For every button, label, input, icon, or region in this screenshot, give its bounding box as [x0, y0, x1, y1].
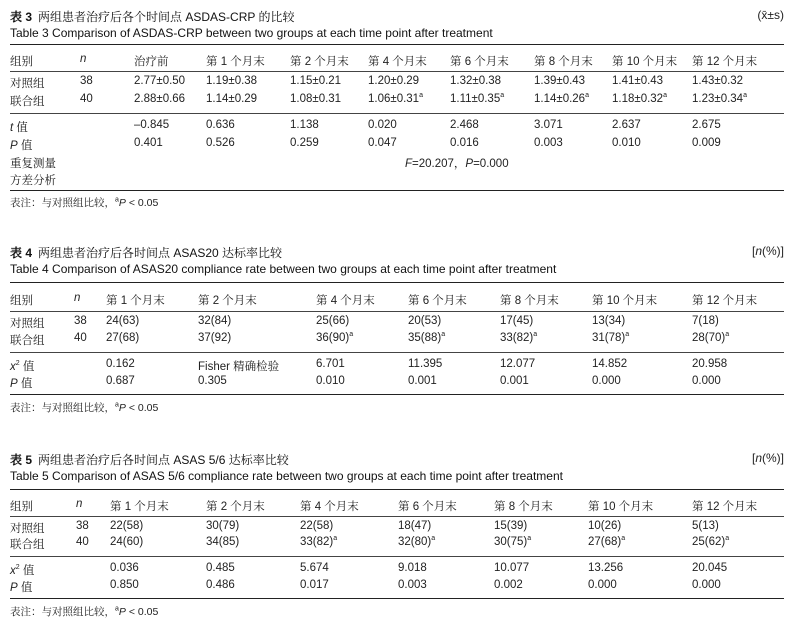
cell-m12: 1.23±0.34$^a$ [692, 92, 747, 105]
table-3-bottom-rule [10, 190, 784, 191]
sig-marker: a [621, 535, 626, 543]
table-5-group-rule [10, 556, 784, 557]
table-4-caption-cn: 表 4 两组患者治疗后各时间点 ASAS20 达标率比较 [10, 246, 283, 260]
cell-m2: 1.138 [290, 119, 319, 131]
cell-m6: 20(53) [408, 315, 442, 327]
table-row [10, 93, 784, 109]
cell-m4: 1.20±0.29 [368, 75, 420, 87]
cell-m1: 0.162 [106, 358, 135, 370]
col-m6: 第 6 个月末 [450, 56, 509, 68]
cell-m2: 1.15±0.21 [290, 75, 342, 87]
cell-m1: 0.636 [206, 119, 235, 131]
sig-marker: a [725, 331, 730, 339]
cell-m2: 0.485 [206, 562, 235, 574]
cell-m8: 17(45) [500, 315, 534, 327]
sig-marker: a [625, 331, 630, 339]
cell-m10: 0.010 [612, 137, 641, 149]
col-m10: 第 10 个月末 [612, 56, 678, 68]
cell-m4: $36(90)^a$ [316, 331, 354, 344]
stat-label: P 值 [10, 582, 33, 594]
cell-n: 40 [80, 93, 93, 105]
table-3-group-rule [10, 113, 784, 114]
sig-marker: a [431, 535, 436, 543]
table-5-bottom-rule [10, 598, 784, 599]
table-3-note: 表注：与对照组比较，$^a$P < 0.05 [10, 196, 159, 209]
cell-m1: 0.850 [110, 579, 139, 591]
stat-label: P 值 [10, 140, 33, 152]
cell-m10: 0.000 [588, 579, 617, 591]
col-m1: 第 1 个月末 [106, 295, 165, 307]
cell-m10: $27(68)^a$ [588, 535, 626, 548]
cell-m6: 1.11±0.35$^a$ [450, 92, 505, 105]
col-m4: 第 4 个月末 [300, 501, 359, 513]
stat-label: $x^2$ 值 [10, 564, 35, 577]
cell-baseline: –0.845 [134, 119, 170, 131]
cell-m8: 1.39±0.43 [534, 75, 586, 87]
col-m2: 第 2 个月末 [290, 56, 349, 68]
cell-n: 40 [76, 536, 89, 548]
cell-m4: 0.047 [368, 137, 397, 149]
cell-m6: 1.32±0.38 [450, 75, 502, 87]
col-group: 组别 [10, 295, 33, 307]
sig-marker: a [585, 92, 589, 100]
cell-m2: Fisher 精确检验 [198, 361, 280, 373]
cell-m1: 22(58) [110, 520, 144, 532]
cell-m2: 0.259 [290, 137, 319, 149]
cell-m1: 0.526 [206, 137, 235, 149]
stat-label: $x^2$ 值 [10, 360, 35, 373]
table-3-header-rule [10, 71, 784, 72]
table-5-header-row [10, 498, 784, 514]
cell-group: 对照组 [10, 523, 45, 535]
cell-m12: 0.009 [692, 137, 721, 149]
table-5-note: 表注：与对照组比较，$^a$P < 0.05 [10, 605, 159, 618]
cell-group: 联合组 [10, 539, 45, 551]
cell-m10: 10(26) [588, 520, 622, 532]
table-3-caption-cn: 表 3 两组患者治疗后各个时间点 ASDAS-CRP 的比较 [10, 10, 295, 24]
cell-m2: 34(85) [206, 536, 240, 548]
sig-marker: a [743, 92, 747, 100]
table-5 [10, 447, 784, 627]
anova-label-2: 方差分析 [10, 175, 56, 187]
cell-m10: 2.637 [612, 119, 641, 131]
table-4-group-rule [10, 352, 784, 353]
col-n: n [76, 498, 83, 510]
cell-m10: 13(34) [592, 315, 626, 327]
col-m2: 第 2 个月末 [198, 295, 257, 307]
cell-m10: 1.18±0.32$^a$ [612, 92, 667, 105]
table-4-unit: [n(%)] [751, 244, 784, 258]
table-5-unit: [n(%)] [751, 451, 784, 465]
cell-m12: 7(18) [692, 315, 719, 327]
cell-m2: 30(79) [206, 520, 240, 532]
cell-m4: 5.674 [300, 562, 329, 574]
table-row [10, 579, 784, 595]
col-m4: 第 4 个月末 [368, 56, 427, 68]
table-row [10, 562, 784, 578]
cell-m8: 3.071 [534, 119, 563, 131]
cell-m4: 25(66) [316, 315, 350, 327]
cell-baseline: 0.401 [134, 137, 163, 149]
cell-m12: 0.000 [692, 579, 721, 591]
table-row [10, 172, 784, 188]
cell-m4: 0.017 [300, 579, 329, 591]
cell-m8: $33(82)^a$ [500, 331, 538, 344]
col-n: n [74, 292, 81, 304]
table-row [10, 75, 784, 91]
cell-m10: 14.852 [592, 358, 628, 370]
cell-m1: 1.19±0.38 [206, 75, 258, 87]
table-row [10, 332, 784, 348]
table-4-caption-en: Table 4 Comparison of ASAS20 compliance rate between two groups at each time point after treatment [10, 262, 557, 276]
cell-m12: $28(70)^a$ [692, 331, 730, 344]
cell-m4: 0.010 [316, 375, 345, 387]
cell-group: 对照组 [10, 78, 45, 90]
col-m2: 第 2 个月末 [206, 501, 265, 513]
table-4-top-rule [10, 282, 784, 283]
table-row [10, 536, 784, 552]
sig-marker: a [533, 331, 538, 339]
cell-m1: 27(68) [106, 332, 140, 344]
table-4-note: 表注：与对照组比较，$^a$P < 0.05 [10, 401, 159, 414]
table-row [10, 315, 784, 331]
cell-m6: 9.018 [398, 562, 427, 574]
cell-m8: 0.001 [500, 375, 529, 387]
col-m10: 第 10 个月末 [592, 295, 658, 307]
cell-m6: 2.468 [450, 119, 479, 131]
cell-m1: 24(60) [110, 536, 144, 548]
sig-marker: a [527, 535, 532, 543]
cell-m2: 0.486 [206, 579, 235, 591]
cell-m4: 0.020 [368, 119, 397, 131]
stat-label: t 值 [10, 122, 28, 134]
cell-m8: 15(39) [494, 520, 528, 532]
cell-m2: 32(84) [198, 315, 232, 327]
cell-m4: 1.06±0.31$^a$ [368, 92, 423, 105]
col-m12: 第 12 个月末 [692, 295, 758, 307]
table-3-caption-en: Table 3 Comparison of ASDAS-CRP between two groups at each time point after treatment [10, 26, 493, 40]
cell-m2: 0.305 [198, 375, 227, 387]
cell-m10: $31(78)^a$ [592, 331, 630, 344]
sig-marker: a [333, 535, 338, 543]
cell-m12: 1.43±0.32 [692, 75, 744, 87]
table-4-bottom-rule [10, 394, 784, 395]
cell-m10: 0.000 [592, 375, 621, 387]
col-m6: 第 6 个月末 [408, 295, 467, 307]
table-row [10, 375, 784, 391]
cell-m8: 12.077 [500, 358, 536, 370]
col-n: n [80, 53, 87, 65]
sig-marker: a [349, 331, 354, 339]
cell-m10: 1.41±0.43 [612, 75, 664, 87]
cell-n: 38 [76, 520, 89, 532]
col-group: 组别 [10, 501, 33, 513]
col-group: 组别 [10, 56, 33, 68]
cell-n: 38 [80, 75, 93, 87]
cell-m12: 5(13) [692, 520, 719, 532]
table-5-caption-cn: 表 5 两组患者治疗后各时间点 ASAS 5/6 达标率比较 [10, 453, 289, 467]
cell-baseline: 2.77±0.50 [134, 75, 186, 87]
col-m8: 第 8 个月末 [500, 295, 559, 307]
cell-m6: $32(80)^a$ [398, 535, 436, 548]
cell-m1: 24(63) [106, 315, 140, 327]
cell-m12: 20.045 [692, 562, 728, 574]
cell-m8: 0.003 [534, 137, 563, 149]
col-m4: 第 4 个月末 [316, 295, 375, 307]
cell-m12: $25(62)^a$ [692, 535, 730, 548]
sig-marker: a [419, 92, 423, 100]
col-m10: 第 10 个月末 [588, 501, 654, 513]
col-m8: 第 8 个月末 [494, 501, 553, 513]
cell-m2: 37(92) [198, 332, 232, 344]
table-4-header-rule [10, 311, 784, 312]
cell-m6: 0.001 [408, 375, 437, 387]
stat-label: P 值 [10, 378, 33, 390]
cell-m1: 0.687 [106, 375, 135, 387]
col-m1: 第 1 个月末 [110, 501, 169, 513]
sig-marker: a [663, 92, 667, 100]
table-row [10, 137, 784, 153]
cell-m8: 1.14±0.26$^a$ [534, 92, 589, 105]
sig-marker: a [500, 92, 505, 100]
table-3-unit: (x̄±s) [757, 8, 784, 22]
table-row [10, 358, 784, 374]
cell-m6: 0.003 [398, 579, 427, 591]
table-3 [10, 0, 784, 210]
cell-m6: $35(88)^a$ [408, 331, 446, 344]
col-m1: 第 1 个月末 [206, 56, 265, 68]
cell-m8: 10.077 [494, 562, 530, 574]
table-4 [10, 240, 784, 420]
cell-m1: 1.14±0.29 [206, 93, 258, 105]
cell-m6: 11.395 [408, 358, 443, 370]
cell-m10: 13.256 [588, 562, 624, 574]
col-m8: 第 8 个月末 [534, 56, 593, 68]
table-row [10, 520, 784, 536]
cell-n: 40 [74, 332, 87, 344]
col-m12: 第 12 个月末 [692, 56, 758, 68]
table-row [10, 119, 784, 135]
table-5-top-rule [10, 489, 784, 490]
col-baseline: 治疗前 [134, 56, 169, 68]
sig-marker: a [441, 331, 446, 339]
cell-n: 38 [74, 315, 87, 327]
cell-m12: 0.000 [692, 375, 721, 387]
anova-label-1: 重复测量 [10, 158, 56, 170]
table-5-header-rule [10, 516, 784, 517]
cell-m8: 0.002 [494, 579, 523, 591]
table-3-top-rule [10, 44, 784, 45]
table-row [10, 155, 784, 171]
cell-m2: 1.08±0.31 [290, 93, 342, 105]
table-4-header-row [10, 292, 784, 308]
cell-group: 联合组 [10, 96, 45, 108]
table-5-caption-en: Table 5 Comparison of ASAS 5/6 compliance rate between two groups at each time point after treatment [10, 469, 563, 483]
sig-marker: a [725, 535, 730, 543]
cell-m12: 20.958 [692, 358, 728, 370]
col-m6: 第 6 个月末 [398, 501, 457, 513]
cell-group: 联合组 [10, 335, 45, 347]
cell-m4: 22(58) [300, 520, 334, 532]
table-3-header-row [10, 53, 784, 69]
col-m12: 第 12 个月末 [692, 501, 758, 513]
cell-m4: $33(82)^a$ [300, 535, 338, 548]
cell-m6: 18(47) [398, 520, 432, 532]
anova-result: F=20.207，P=0.000 [405, 158, 509, 170]
cell-baseline: 2.88±0.66 [134, 93, 186, 105]
cell-m1: 0.036 [110, 562, 139, 574]
cell-m12: 2.675 [692, 119, 721, 131]
cell-group: 对照组 [10, 318, 45, 330]
cell-m4: 6.701 [316, 358, 345, 370]
cell-m8: $30(75)^a$ [494, 535, 532, 548]
cell-m6: 0.016 [450, 137, 479, 149]
